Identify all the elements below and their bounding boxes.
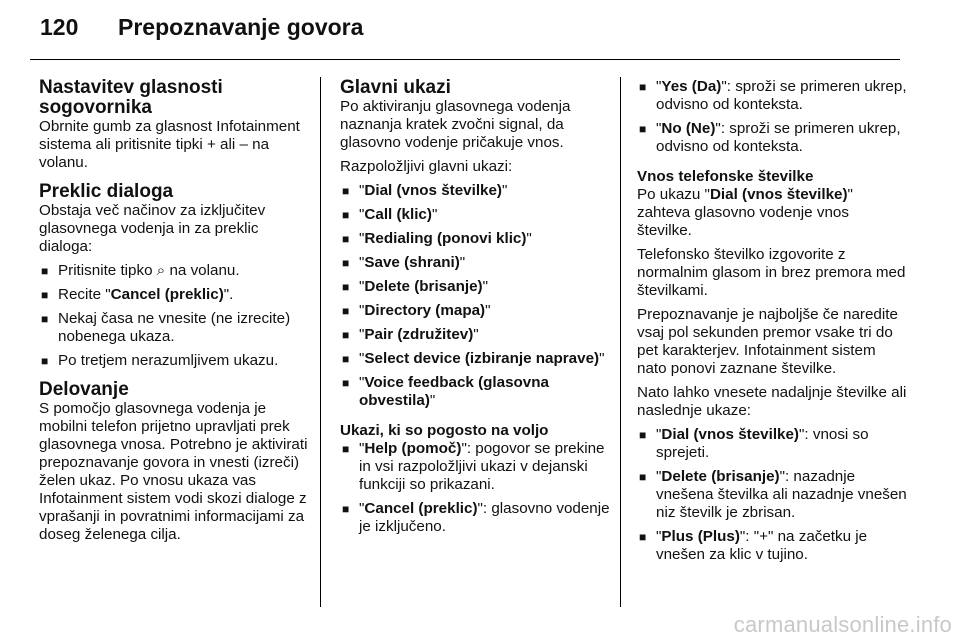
list-item: ■ "Call (klic)": [340, 206, 610, 224]
text: ".: [223, 286, 234, 303]
paragraph: Telefonsko številko izgovorite z normalnim glasom in brez premora med številkami.: [637, 246, 906, 299]
yes-no-list: [637, 78, 907, 156]
list-item: ■ "Pair (združitev)": [340, 326, 610, 344]
list-item: ■ "Dial (vnos številke)": vnosi so sprejeti.: [637, 426, 907, 462]
command-name: Cancel (preklic): [364, 500, 478, 517]
list-item: ■ "Save (shrani)": [340, 254, 610, 272]
cancel-intro: Obstaja več načinov za izključitev glasovnega vodenja in za preklic dialoga:: [39, 202, 266, 255]
page-number: 120: [40, 14, 79, 40]
list-item: ■ "Cancel (preklic)": glasovno vodenje je izključeno.: [340, 500, 610, 536]
section-heading-phone-entry: Vnos telefonske številke: [637, 168, 814, 185]
command-description: : pogovor se prekine in vsi razpoložljivi ukazi v dejanski funkciji so prikazani.: [359, 440, 605, 493]
command-name: No (Ne): [661, 120, 716, 137]
phone-entry-text: [637, 186, 907, 240]
section-heading-frequent: Ukazi, ki so pogosto na voljo: [340, 422, 549, 439]
command-name: Directory (mapa): [364, 302, 486, 319]
list-item: ■ Pritisnite tipko ⌕ na volanu.: [39, 262, 311, 280]
column-divider-left: [320, 77, 321, 607]
column-divider-right: [620, 77, 621, 607]
command-name: Dial (vnos številke): [364, 182, 502, 199]
list-item: ■ "No (Ne)": sproži se primeren ukrep, odvisno od konteksta.: [637, 120, 907, 156]
available-commands-label: Razpoložljivi glavni ukazi:: [340, 158, 513, 175]
command-name: Dial (vnos številke): [661, 426, 799, 443]
list-item: ■ "Voice feedback (glasovna obvestila)": [340, 374, 610, 410]
command-description: : sproži se primeren ukrep, odvisno od konteksta.: [656, 78, 907, 113]
paragraph: Prepoznavanje je najboljše če naredite vsaj pol sekunden premor vsake tri do pet karakterjev. Infotainment sistem nato ponovi zaznane številke.: [637, 306, 898, 377]
frequent-commands-list: [340, 440, 610, 536]
list-item: ■ "Delete (brisanje)": [340, 278, 610, 296]
command-name: Cancel (preklic): [110, 286, 224, 303]
watermark: carmanualsonline.info: [733, 612, 952, 637]
command-description: : vnosi so sprejeti.: [656, 426, 869, 461]
list-item: ■ "Plus (Plus)": "+" na začetku je vnešen za klic v tujino.: [637, 528, 907, 564]
command-description: : glasovno vodenje je izključeno.: [359, 500, 610, 535]
command-description: : nazadnje vnešena številka ali nazadnje vnešen niz številk je zbrisan.: [656, 468, 907, 521]
command-name: Delete (brisanje): [364, 278, 483, 295]
cancel-list: [39, 262, 311, 370]
header-rule: [30, 59, 900, 60]
command-name: Select device (izbiranje naprave): [364, 350, 600, 367]
volume-text: Obrnite gumb za glasnost Infotainment sistema ali pritisnite tipki + ali – na volanu.: [39, 118, 300, 171]
text: Po ukazu ": [637, 186, 710, 203]
command-name: Voice feedback (glasovna obvestila): [359, 374, 549, 409]
paragraph: Nato lahko vnesete nadaljnje številke ali naslednje ukaze:: [637, 384, 907, 419]
page-title: Prepoznavanje govora: [118, 14, 364, 40]
list-item: ■ "Delete (brisanje)": nazadnje vnešena številka ali nazadnje vnešen niz številk je zbrisan.: [637, 468, 907, 522]
heading-line: sogovornika: [39, 97, 152, 118]
command-name: Pair (združitev): [364, 326, 474, 343]
command-description: : sproži se primeren ukrep, odvisno od konteksta.: [656, 120, 901, 155]
command-name: Save (shrani): [364, 254, 460, 271]
text: Recite ": [58, 286, 111, 303]
main-commands-intro: Po aktiviranju glasovnega vodenja naznanja kratek zvočni signal, da glasovno vodenje pričakuje vnos.: [340, 98, 571, 151]
heading-line: Nastavitev glasnosti: [39, 77, 223, 98]
list-item: ■ "Directory (mapa)": [340, 302, 610, 320]
section-heading-main-commands: Glavni ukazi: [340, 77, 451, 98]
section-heading-cancel: Preklic dialoga: [39, 181, 174, 202]
list-item: ■ "Help (pomoč)": pogovor se prekine in vsi razpoložljivi ukazi v dejanski funkciji so prikazani.: [340, 440, 610, 494]
main-commands-list: [340, 182, 610, 410]
list-item: [39, 286, 311, 304]
text: " zahteva glasovno vodenje vnos številke.: [637, 186, 853, 239]
command-name: Delete (brisanje): [661, 468, 780, 485]
command-name: Yes (Da): [661, 78, 722, 95]
list-item: ■ "Select device (izbiranje naprave)": [340, 350, 610, 368]
operation-text: S pomočjo glasovnega vodenja je mobilni telefon prijetno upravljati prek glasovnega vnosa. Potrebno je aktivirati prepoznavanje govora in vnesti (izreči) želen ukaz. Po vnosu ukaza vas Infotainment sistem vodi skozi dialoge z vprašanji in povratnimi informacijami za doseg želenega cilja.: [39, 400, 308, 543]
command-name: Redialing (ponovi klic): [364, 230, 527, 247]
list-item: ■ "Yes (Da)": sproži se primeren ukrep, odvisno od konteksta.: [637, 78, 907, 114]
command-name: Call (klic): [364, 206, 432, 223]
section-heading-volume: [39, 78, 311, 118]
followup-commands-list: [637, 426, 907, 564]
column-middle: [340, 78, 610, 536]
column-left: [39, 78, 311, 544]
section-heading-operation: Delovanje: [39, 379, 129, 400]
column-right: [637, 78, 907, 564]
list-item: ■ Nekaj časa ne vnesite (ne izrecite) nobenega ukaza.: [39, 310, 311, 346]
command-name: Plus (Plus): [661, 528, 740, 545]
command-name: Dial (vnos številke): [709, 186, 848, 203]
list-item: ■ "Dial (vnos številke)": [340, 182, 610, 200]
command-name: Help (pomoč): [364, 440, 462, 457]
list-item: ■ "Redialing (ponovi klic)": [340, 230, 610, 248]
list-item: ■ Po tretjem nerazumljivem ukazu.: [39, 352, 311, 370]
command-description: : "+" na začetku je vnešen za klic v tujino.: [656, 528, 868, 563]
